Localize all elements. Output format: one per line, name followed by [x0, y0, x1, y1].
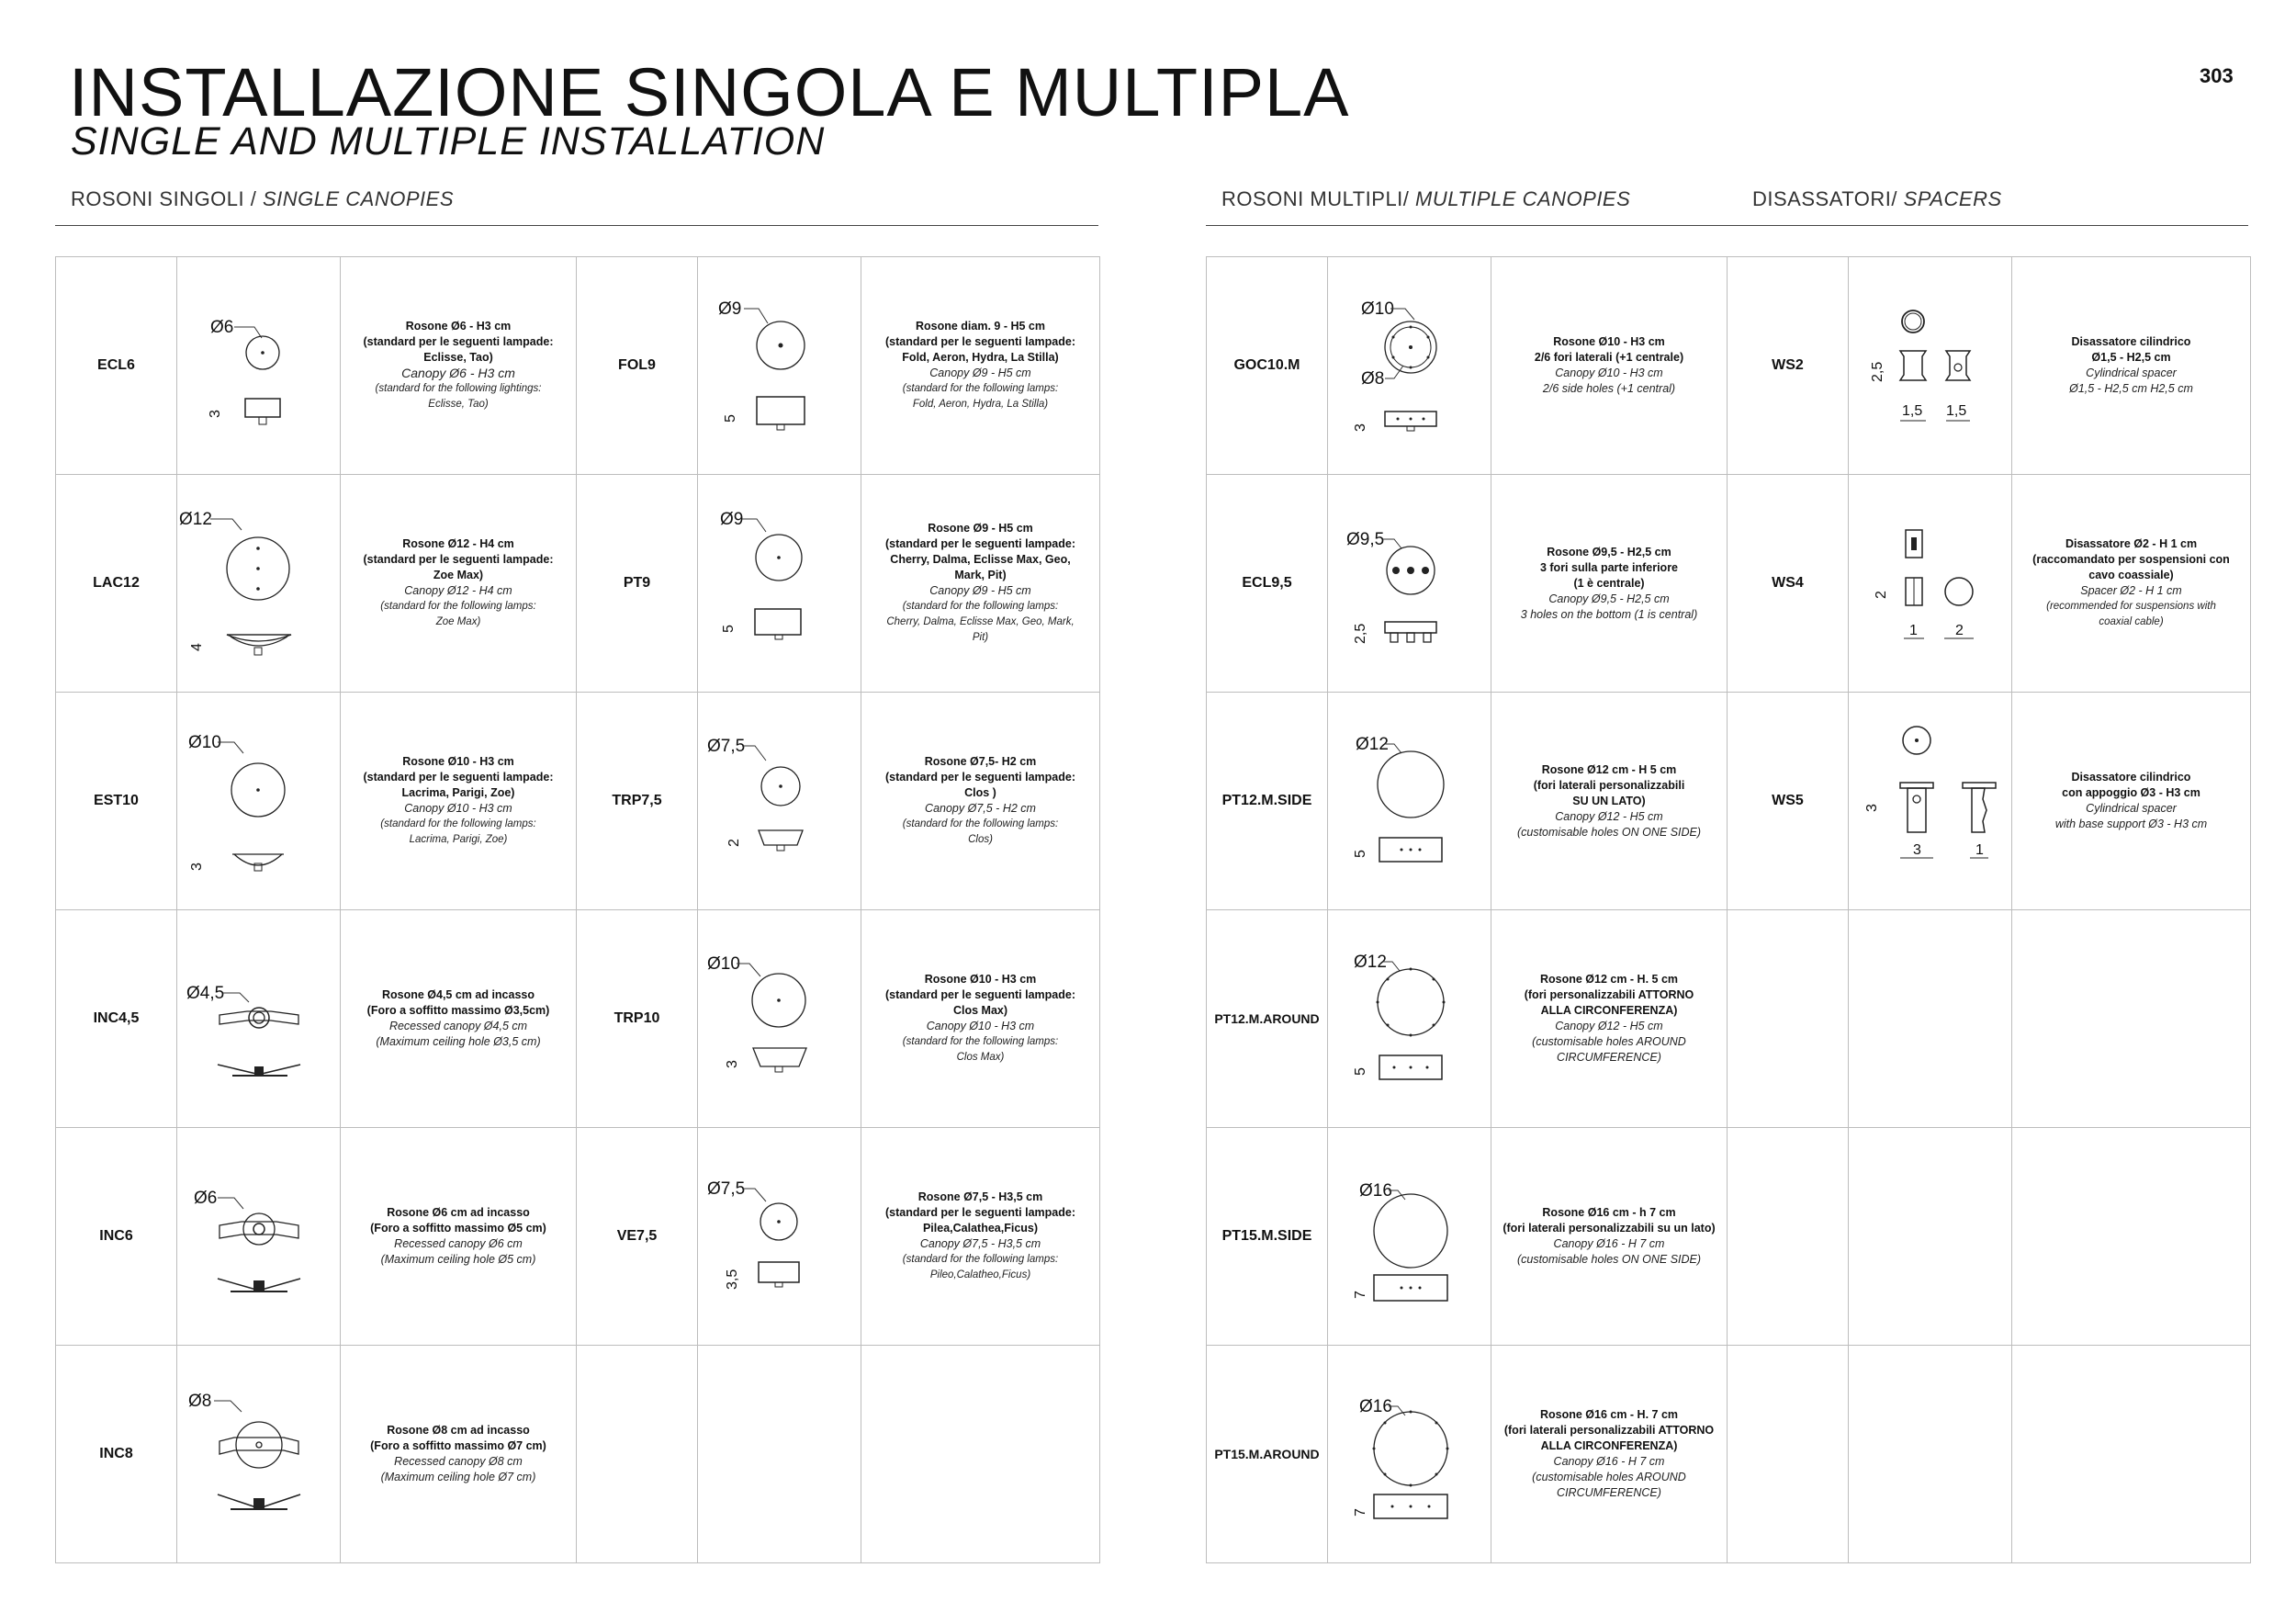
- product-description: Disassatore cilindrico Ø1,5 - H2,5 cm Cylindrical spacer Ø1,5 - H2,5 cm H2,5 cm: [2012, 257, 2251, 475]
- svg-text:Ø12: Ø12: [1356, 735, 1389, 754]
- product-code: GOC10.M: [1207, 257, 1328, 475]
- svg-text:2: 2: [1874, 591, 1889, 599]
- product-drawing: [698, 693, 861, 910]
- empty-cell: [1728, 910, 1849, 1128]
- product-description: Rosone Ø4,5 cm ad incasso (Foro a soffitto massimo Ø3,5cm) Recessed canopy Ø4,5 cm (Maximum ceiling hole Ø3,5 cm): [341, 910, 577, 1128]
- svg-text:Ø8: Ø8: [1361, 369, 1385, 389]
- svg-text:3: 3: [189, 863, 205, 871]
- product-code: PT15.M.SIDE: [1207, 1128, 1328, 1346]
- canopy-drawing: [1328, 693, 1491, 909]
- spacer-drawing: [1849, 257, 2012, 474]
- canopy-drawing: [1328, 910, 1491, 1127]
- table-row: [1207, 910, 2251, 1128]
- table-row: [1207, 257, 2251, 475]
- canopy-drawing: [177, 693, 341, 909]
- svg-text:Ø16: Ø16: [1359, 1397, 1392, 1416]
- svg-text:5: 5: [1353, 850, 1368, 858]
- product-drawing: [177, 910, 341, 1128]
- product-drawing: [1328, 1128, 1491, 1346]
- product-drawing: [1849, 475, 2012, 693]
- canopy-drawing: [177, 475, 341, 692]
- empty-cell: [2012, 910, 2251, 1128]
- svg-text:Ø7,5: Ø7,5: [707, 1179, 746, 1199]
- svg-text:Ø4,5: Ø4,5: [186, 984, 225, 1003]
- product-code: WS5: [1728, 693, 1849, 910]
- product-drawing: [698, 475, 861, 693]
- empty-cell: [577, 1346, 698, 1563]
- svg-text:5: 5: [721, 625, 737, 633]
- svg-text:2,5: 2,5: [1870, 361, 1885, 382]
- empty-cell: [1728, 1128, 1849, 1346]
- product-description: Rosone Ø9,5 - H2,5 cm 3 fori sulla parte inferiore (1 è centrale) Canopy Ø9,5 - H2,5 cm 3 holes on the bottom (1 is central): [1491, 475, 1728, 693]
- product-code: ECL6: [56, 257, 177, 475]
- product-drawing: [1328, 475, 1491, 693]
- empty-cell: [1849, 910, 2012, 1128]
- svg-text:Ø8: Ø8: [188, 1392, 212, 1411]
- product-description: Rosone Ø16 cm - h 7 cm (fori laterali personalizzabili su un lato) Canopy Ø16 - H 7 cm (customisable holes ON ONE SIDE): [1491, 1128, 1728, 1346]
- canopy-drawing: [698, 1128, 861, 1345]
- product-description: Rosone Ø12 cm - H. 5 cm (fori personalizzabili ATTORNO ALLA CIRCONFERENZA) Canopy Ø12 - H5 cm (customisable holes AROUND CIRCUMFERENCE): [1491, 910, 1728, 1128]
- empty-cell: [698, 1346, 861, 1563]
- product-code: INC4,5: [56, 910, 177, 1128]
- svg-text:Ø7,5: Ø7,5: [707, 737, 746, 756]
- section-rule-right: [1206, 225, 2248, 226]
- canopy-drawing: [177, 1128, 341, 1345]
- page-number: 303: [2200, 64, 2234, 87]
- svg-text:Ø9,5: Ø9,5: [1346, 530, 1385, 549]
- product-description: Rosone Ø10 - H3 cm (standard per le seguenti lampade: Clos Max) Canopy Ø10 - H3 cm (standard for the following lamps: Clos Max): [861, 910, 1100, 1128]
- svg-text:Ø10: Ø10: [1361, 299, 1394, 319]
- product-description: Rosone Ø12 - H4 cm (standard per le seguenti lampade: Zoe Max) Canopy Ø12 - H4 cm (standard for the following lamps: Zoe Max): [341, 475, 577, 693]
- product-code: INC8: [56, 1346, 177, 1563]
- table-row: [1207, 1128, 2251, 1346]
- product-code: PT15.M.AROUND: [1207, 1346, 1328, 1563]
- canopy-drawing: [698, 475, 861, 692]
- product-drawing: [177, 257, 341, 475]
- table-row: [56, 257, 1100, 475]
- product-description: Rosone Ø7,5- H2 cm (standard per le seguenti lampade: Clos ) Canopy Ø7,5 - H2 cm (standard for the following lamps: Clos): [861, 693, 1100, 910]
- product-description: Rosone Ø6 cm ad incasso (Foro a soffitto massimo Ø5 cm) Recessed canopy Ø6 cm (Maximum ceiling hole Ø5 cm): [341, 1128, 577, 1346]
- canopy-drawing: [1328, 1346, 1491, 1562]
- table-row: [56, 1128, 1100, 1346]
- svg-text:7: 7: [1353, 1291, 1368, 1299]
- product-description: Rosone Ø7,5 - H3,5 cm (standard per le seguenti lampade: Pilea,Calathea,Ficus) Canopy Ø7,5 - H3,5 cm (standard for the following lamps: Pileo,Calatheo,Ficus): [861, 1128, 1100, 1346]
- svg-text:5: 5: [723, 414, 738, 423]
- product-description: Rosone Ø8 cm ad incasso (Foro a soffitto massimo Ø7 cm) Recessed canopy Ø8 cm (Maximum ceiling hole Ø7 cm): [341, 1346, 577, 1563]
- svg-text:3: 3: [1353, 423, 1368, 432]
- product-drawing: [1328, 1346, 1491, 1563]
- table-row: [56, 910, 1100, 1128]
- product-code: WS4: [1728, 475, 1849, 693]
- svg-text:4: 4: [189, 643, 205, 651]
- canopy-drawing: [177, 910, 341, 1127]
- empty-cell: [861, 1346, 1100, 1563]
- page-subtitle: SINGLE AND MULTIPLE INSTALLATION: [71, 119, 826, 164]
- svg-text:Ø9: Ø9: [720, 510, 744, 529]
- canopy-drawing: [177, 1346, 341, 1562]
- canopy-drawing: [698, 257, 861, 474]
- svg-text:3: 3: [725, 1060, 740, 1068]
- product-code: ECL9,5: [1207, 475, 1328, 693]
- product-drawing: [177, 475, 341, 693]
- multiple-canopies-table: [1206, 256, 2251, 1563]
- svg-text:Ø6: Ø6: [194, 1189, 218, 1208]
- svg-text:2,5: 2,5: [1353, 623, 1368, 644]
- svg-text:3,5: 3,5: [725, 1269, 740, 1290]
- product-code: LAC12: [56, 475, 177, 693]
- product-drawing: [1849, 257, 2012, 475]
- product-description: Rosone Ø6 - H3 cm (standard per le seguenti lampade: Eclisse, Tao) Canopy Ø6 - H3 cm (standard for the following lightings: Eclisse, Tao): [341, 257, 577, 475]
- canopy-drawing: [1328, 475, 1491, 692]
- section-single-canopies: ROSONI SINGOLI / SINGLE CANOPIES: [71, 187, 454, 210]
- empty-cell: [1849, 1128, 2012, 1346]
- product-code: EST10: [56, 693, 177, 910]
- product-description: Rosone Ø12 cm - H 5 cm (fori laterali personalizzabili SU UN LATO) Canopy Ø12 - H5 cm (customisable holes ON ONE SIDE): [1491, 693, 1728, 910]
- product-description: Rosone Ø10 - H3 cm 2/6 fori laterali (+1 centrale) Canopy Ø10 - H3 cm 2/6 side holes (+1 central): [1491, 257, 1728, 475]
- canopy-drawing: [177, 257, 341, 474]
- product-code: TRP10: [577, 910, 698, 1128]
- empty-cell: [2012, 1346, 2251, 1563]
- svg-text:Ø12: Ø12: [1354, 953, 1387, 972]
- svg-text:1: 1: [1909, 623, 1918, 638]
- table-row: [56, 693, 1100, 910]
- section-rule-left: [55, 225, 1098, 226]
- svg-text:Ø10: Ø10: [188, 733, 221, 752]
- product-drawing: [698, 1128, 861, 1346]
- svg-text:Ø16: Ø16: [1359, 1181, 1392, 1201]
- product-code: PT9: [577, 475, 698, 693]
- product-drawing: [1849, 693, 2012, 910]
- product-drawing: [177, 1346, 341, 1563]
- product-description: Disassatore cilindrico con appoggio Ø3 - H3 cm Cylindrical spacer with base support Ø3 - H3 cm: [2012, 693, 2251, 910]
- svg-text:3: 3: [208, 410, 223, 418]
- product-drawing: [1328, 910, 1491, 1128]
- product-description: Rosone diam. 9 - H5 cm (standard per le seguenti lampade: Fold, Aeron, Hydra, La Stilla) Canopy Ø9 - H5 cm (standard for the following lamps: Fold, Aeron, Hydra, La Stilla): [861, 257, 1100, 475]
- svg-text:Ø6: Ø6: [210, 318, 234, 337]
- table-row: [1207, 475, 2251, 693]
- product-description: Rosone Ø10 - H3 cm (standard per le seguenti lampade: Lacrima, Parigi, Zoe) Canopy Ø10 - H3 cm (standard for the following lamps: Lacrima, Parigi, Zoe): [341, 693, 577, 910]
- canopy-drawing: [698, 910, 861, 1127]
- svg-text:Ø10: Ø10: [707, 954, 740, 974]
- table-row: [1207, 1346, 2251, 1563]
- product-description: Rosone Ø9 - H5 cm (standard per le seguenti lampade: Cherry, Dalma, Eclisse Max, Geo, Mark, Pit) Canopy Ø9 - H5 cm (standard for the following lamps: Cherry, Dalma, Eclisse Max, Geo, Mark, Pit): [861, 475, 1100, 693]
- product-drawing: [1328, 693, 1491, 910]
- table-row: [1207, 693, 2251, 910]
- svg-text:7: 7: [1353, 1508, 1368, 1517]
- product-drawing: [177, 1128, 341, 1346]
- svg-text:1,5: 1,5: [1946, 403, 1967, 419]
- svg-text:Ø12: Ø12: [179, 510, 212, 529]
- svg-text:1,5: 1,5: [1902, 403, 1923, 419]
- product-drawing: [177, 693, 341, 910]
- product-description: Rosone Ø16 cm - H. 7 cm (fori laterali personalizzabili ATTORNO ALLA CIRCONFERENZA) Canopy Ø16 - H 7 cm (customisable holes AROUND CIRCUMFERENCE): [1491, 1346, 1728, 1563]
- product-code: FOL9: [577, 257, 698, 475]
- product-code: WS2: [1728, 257, 1849, 475]
- product-drawing: [698, 910, 861, 1128]
- empty-cell: [2012, 1128, 2251, 1346]
- product-code: INC6: [56, 1128, 177, 1346]
- product-code: VE7,5: [577, 1128, 698, 1346]
- svg-text:3: 3: [1913, 842, 1921, 858]
- product-code: PT12.M.SIDE: [1207, 693, 1328, 910]
- product-drawing: [1328, 257, 1491, 475]
- canopy-drawing: [698, 693, 861, 909]
- spacer-drawing: [1849, 693, 2012, 909]
- table-row: [56, 1346, 1100, 1563]
- product-description: Disassatore Ø2 - H 1 cm (raccomandato per sospensioni con cavo coassiale) Spacer Ø2 - H 1 cm (recommended for suspensions with coaxial cable): [2012, 475, 2251, 693]
- canopy-drawing: [1328, 257, 1491, 474]
- spacer-drawing: [1849, 475, 2012, 692]
- section-spacers: DISASSATORI/ SPACERS: [1752, 187, 2002, 210]
- svg-text:5: 5: [1353, 1067, 1368, 1076]
- canopy-drawing: [1328, 1128, 1491, 1345]
- svg-text:Ø9: Ø9: [718, 299, 742, 319]
- svg-text:2: 2: [726, 839, 742, 847]
- product-drawing: [698, 257, 861, 475]
- product-code: PT12.M.AROUND: [1207, 910, 1328, 1128]
- section-multiple-canopies: ROSONI MULTIPLI/ MULTIPLE CANOPIES: [1221, 187, 1631, 210]
- svg-text:1: 1: [1975, 842, 1984, 858]
- table-row: [56, 475, 1100, 693]
- single-canopies-table: [55, 256, 1100, 1563]
- empty-cell: [1849, 1346, 2012, 1563]
- svg-text:3: 3: [1864, 804, 1880, 812]
- svg-text:2: 2: [1955, 623, 1964, 638]
- page-title: INSTALLAZIONE SINGOLA E MULTIPLA: [69, 54, 1350, 130]
- empty-cell: [1728, 1346, 1849, 1563]
- product-code: TRP7,5: [577, 693, 698, 910]
